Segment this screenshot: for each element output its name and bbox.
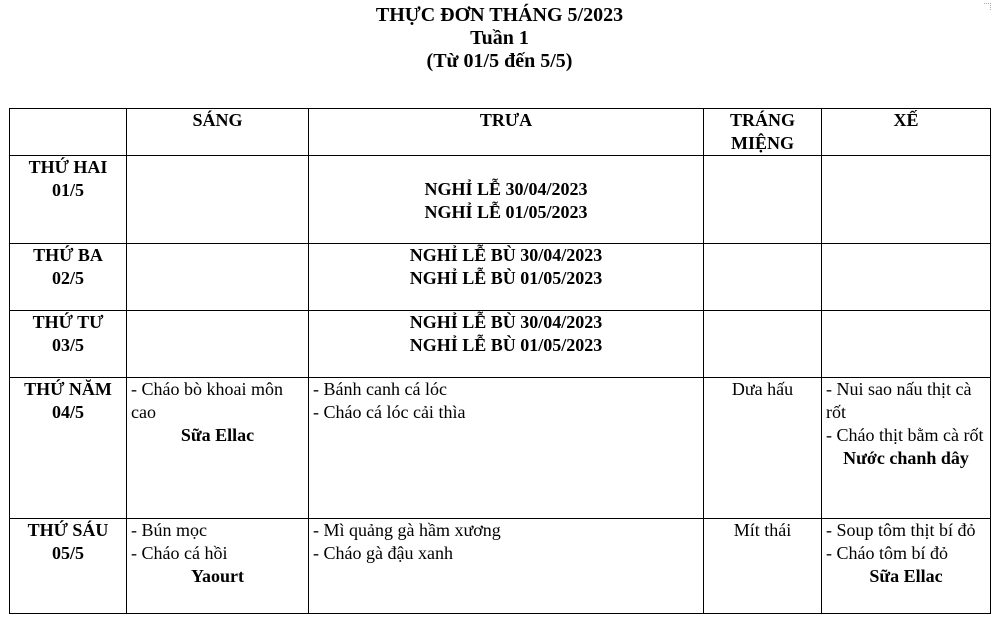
day-name: THỨ TƯ (32, 312, 104, 332)
trang-mieng-cell (704, 244, 822, 311)
trua-cell (309, 378, 704, 519)
dish-item: - Cháo gà đậu xanh (313, 543, 453, 563)
dish-item: - Cháo cá lóc cải thìa (313, 402, 466, 422)
table-row (10, 244, 991, 311)
drink-item: Sữa Ellac (180, 425, 255, 445)
sang-cell (127, 378, 309, 519)
day-cell (10, 311, 127, 378)
trang-mieng-cell: Dưa hấu (704, 378, 822, 519)
dish-item: - Cháo bò khoai môn cao (131, 379, 283, 422)
day-date: 04/5 (51, 402, 84, 422)
sang-cell (127, 311, 309, 378)
xe-cell (822, 519, 991, 614)
menu-header (0, 0, 999, 73)
menu-week: Tuần 1 (470, 27, 529, 49)
holiday-line: NGHỈ LỄ BÙ 30/04/2023 (409, 245, 603, 265)
trang-mieng-cell (704, 311, 822, 378)
day-cell (10, 519, 127, 614)
holiday-line: NGHỈ LỄ BÙ 30/04/2023 (409, 312, 603, 332)
day-name: THỨ BA (33, 245, 103, 265)
holiday-line: NGHỈ LỄ 01/05/2023 (424, 202, 588, 222)
table-row (10, 156, 991, 244)
trua-cell (309, 519, 704, 614)
menu-title: THỰC ĐƠN THÁNG 5/2023 (375, 4, 624, 26)
day-date: 01/5 (51, 180, 84, 200)
xe-cell (822, 311, 991, 378)
menu-table (9, 108, 991, 614)
header-cell-trang-mieng: TRÁNG MIỆNG (704, 109, 822, 156)
drink-item: Yaourt (191, 566, 244, 586)
xe-cell (822, 156, 991, 244)
holiday-line: NGHỈ LỄ BÙ 01/05/2023 (409, 268, 603, 288)
day-date: 02/5 (51, 268, 84, 288)
header-cell-xe: XẾ (822, 109, 991, 156)
trang-mieng-cell (704, 156, 822, 244)
drink-item: Nước chanh dây (843, 448, 969, 468)
table-row (10, 519, 991, 614)
day-name: THỨ HAI (28, 157, 108, 177)
dish-item: - Cháo thịt bằm cà rốt (826, 425, 984, 445)
drink-item: Sữa Ellac (869, 566, 943, 586)
dish-item: - Bánh canh cá lóc (313, 379, 447, 399)
dish-item: - Mì quảng gà hầm xương (313, 520, 501, 540)
dish-item: - Bún mọc (131, 520, 207, 540)
table-header-row (10, 109, 991, 156)
xe-cell (822, 378, 991, 519)
menu-date-range: (Từ 01/5 đến 5/5) (426, 50, 573, 72)
trang-mieng-cell: Mít thái (704, 519, 822, 614)
sang-cell (127, 519, 309, 614)
day-date: 03/5 (51, 335, 84, 355)
header-cell-sang: SÁNG (127, 109, 309, 156)
dish-item: - Cháo cá hồi (131, 543, 228, 563)
day-cell (10, 244, 127, 311)
dish-item: - Cháo tôm bí đỏ (826, 543, 948, 563)
trua-cell (309, 311, 704, 378)
dish-item: - Soup tôm thịt bí đỏ (826, 520, 976, 540)
day-name: THỨ SÁU (27, 520, 109, 540)
day-cell (10, 156, 127, 244)
day-date: 05/5 (51, 543, 84, 563)
header-cell-trua: TRƯA (309, 109, 704, 156)
day-cell (10, 378, 127, 519)
trua-cell (309, 244, 704, 311)
sang-cell (127, 156, 309, 244)
table-row (10, 378, 991, 519)
header-cell-day (10, 109, 127, 156)
day-name: THỨ NĂM (24, 379, 112, 399)
sang-cell (127, 244, 309, 311)
trua-cell (309, 156, 704, 244)
holiday-line: NGHỈ LỄ BÙ 01/05/2023 (409, 335, 603, 355)
xe-cell (822, 244, 991, 311)
table-row (10, 311, 991, 378)
holiday-line: NGHỈ LỄ 30/04/2023 (424, 179, 588, 199)
dish-item: - Nui sao nấu thịt cà rốt (826, 379, 972, 422)
